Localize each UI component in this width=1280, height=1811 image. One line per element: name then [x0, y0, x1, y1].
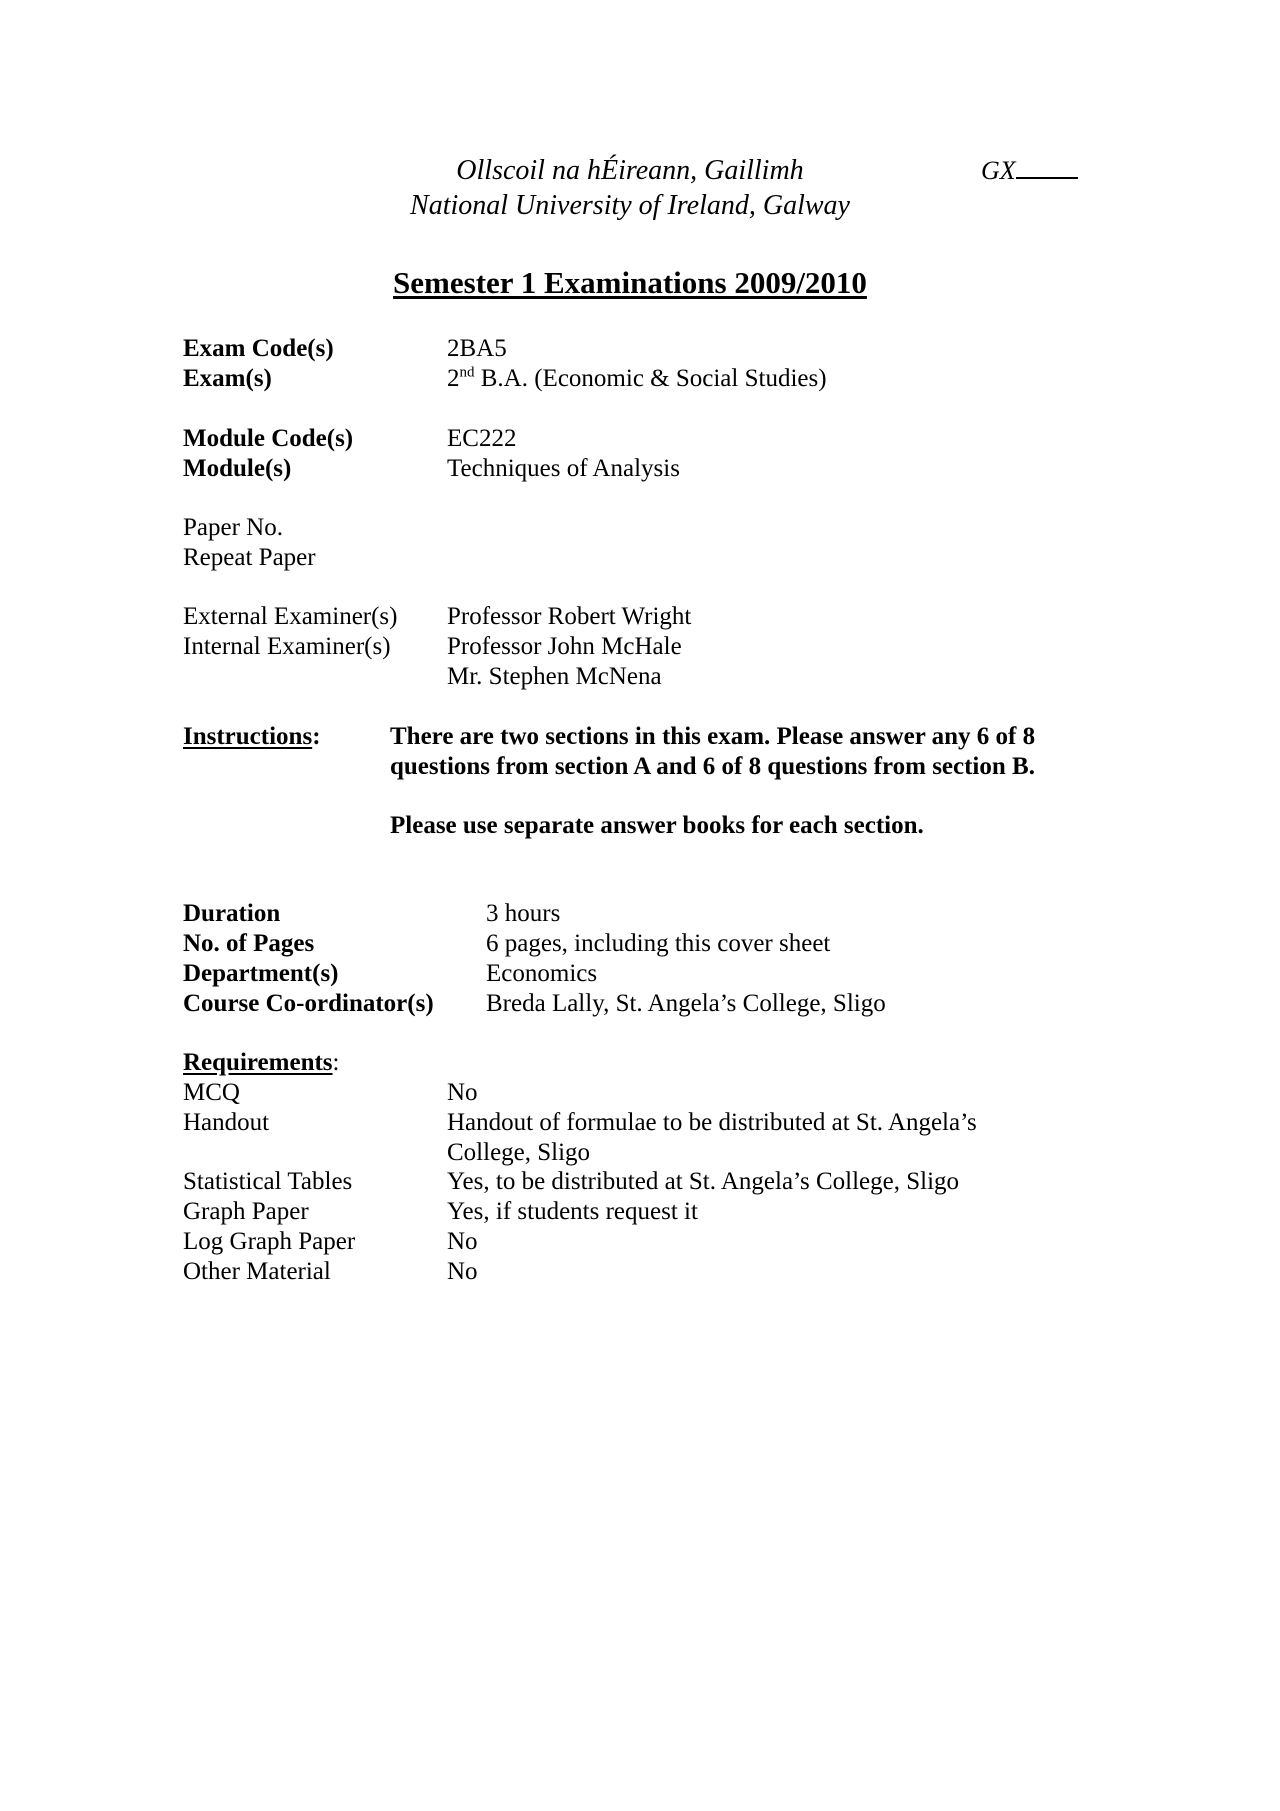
external-examiner-value: Professor Robert Wright: [447, 603, 692, 630]
exam-label: Exam(s): [183, 365, 272, 392]
internal-examiner-value: Mr. Stephen McNena: [447, 663, 662, 690]
internal-examiner-value: Professor John McHale: [447, 633, 682, 660]
department-value: Economics: [486, 960, 598, 987]
repeat-paper-label: Repeat Paper: [183, 544, 316, 571]
pages-value: 6 pages, including this cover sheet: [486, 930, 831, 957]
module-code-label: Module Code(s): [183, 425, 354, 452]
instructions-colon: :: [312, 723, 321, 750]
university-name-english: National University of Ireland, Galway: [410, 190, 850, 221]
instructions-line-2: questions from section A and 6 of 8 questions from section B.: [390, 753, 1035, 780]
exam-code-label: Exam Code(s): [183, 335, 334, 362]
requirement-value: No: [447, 1258, 478, 1285]
paper-no-label: Paper No.: [183, 514, 283, 541]
module-code-value: EC222: [447, 425, 517, 452]
requirements-label: [183, 1048, 339, 1078]
university-name-irish: Ollscoil na hÉireann, Gaillimh: [456, 155, 804, 186]
duration-label: Duration: [183, 900, 281, 927]
exam-code-value: 2BA5: [447, 335, 507, 362]
requirement-label: Graph Paper: [183, 1198, 309, 1225]
gx-code-field: [981, 153, 1078, 186]
instructions-line-1: There are two sections in this exam. Please answer any 6 of 8: [390, 723, 1036, 750]
coordinator-value: Breda Lally, St. Angela’s College, Sligo: [486, 990, 886, 1017]
requirement-label: Other Material: [183, 1258, 331, 1285]
requirement-label: Log Graph Paper: [183, 1228, 356, 1255]
requirement-label: Statistical Tables: [183, 1168, 353, 1195]
exam-value: [447, 364, 827, 394]
duration-value: 3 hours: [486, 900, 561, 927]
requirement-value: No: [447, 1228, 478, 1255]
exam-value-sup: nd: [459, 364, 475, 381]
department-label: Department(s): [183, 960, 339, 987]
requirement-value: Yes, to be distributed at St. Angela’s College, Sligo: [447, 1168, 960, 1195]
coordinator-label: Course Co-ordinator(s): [183, 990, 434, 1017]
internal-examiner-label: Internal Examiner(s): [183, 633, 391, 660]
exam-value-rest: B.A. (Economic & Social Studies): [474, 365, 827, 392]
requirement-value: Handout of formulae to be distributed at St. Angela’s: [447, 1109, 977, 1136]
requirement-label: Handout: [183, 1109, 270, 1136]
requirements-colon: :: [332, 1049, 340, 1076]
exam-value-prefix: 2: [447, 365, 460, 392]
module-value: Techniques of Analysis: [447, 455, 680, 482]
external-examiner-label: External Examiner(s): [183, 603, 398, 630]
page-title: [0, 264, 1260, 302]
page-title-text: Semester 1 Examinations 2009/2010: [393, 265, 867, 300]
requirements-label-text: Requirements: [183, 1049, 333, 1076]
requirement-label: MCQ: [183, 1079, 240, 1106]
gx-blank-line: [1016, 153, 1078, 179]
instructions-label-text: Instructions: [183, 723, 313, 750]
gx-label: GX: [981, 156, 1016, 185]
requirement-value: Yes, if students request it: [447, 1198, 698, 1225]
requirement-value-continued: College, Sligo: [447, 1139, 591, 1166]
module-label: Module(s): [183, 455, 292, 482]
pages-label: No. of Pages: [183, 930, 315, 957]
requirement-value: No: [447, 1079, 478, 1106]
instructions-line-3: Please use separate answer books for each section.: [390, 812, 924, 839]
instructions-label: [183, 722, 321, 752]
